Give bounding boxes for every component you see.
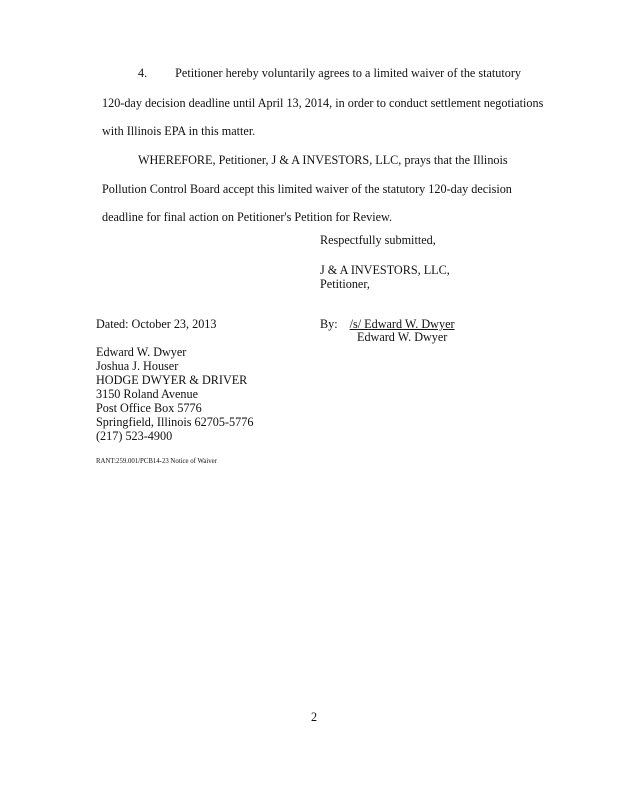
dated-line: Dated: October 23, 2013: [96, 317, 217, 331]
law-firm-name: HODGE DWYER & DRIVER: [96, 373, 248, 387]
signer-name: Edward W. Dwyer: [357, 330, 448, 344]
petitioner-role: Petitioner,: [320, 277, 370, 291]
by-label: By:: [320, 317, 338, 331]
counsel-name-1: Edward W. Dwyer: [96, 345, 187, 359]
company-name: J & A INVESTORS, LLC,: [320, 263, 450, 277]
respectfully-submitted: Respectfully submitted,: [320, 233, 436, 247]
paragraph-4-line-3: with Illinois EPA in this matter.: [102, 124, 256, 138]
counsel-name-2: Joshua J. Houser: [96, 359, 179, 373]
city-state-zip: Springfield, Illinois 62705-5776: [96, 415, 254, 429]
wherefore-line-2: Pollution Control Board accept this limited waiver of the statutory 120-day decision: [102, 182, 512, 196]
file-reference: RANT:259.001/PCB14-23 Notice of Waiver: [96, 458, 217, 465]
page-number: 2: [311, 710, 318, 724]
signature-line: [320, 317, 455, 331]
wherefore-line-3: deadline for final action on Petitioner's Petition for Review.: [102, 210, 393, 224]
wherefore-line-1: WHEREFORE, Petitioner, J & A INVESTORS, LLC, prays that the Illinois: [138, 153, 508, 167]
paragraph-4-line-1: [138, 66, 521, 80]
paragraph-4-text-1: Petitioner hereby voluntarily agrees to a limited waiver of the statutory: [175, 66, 522, 80]
street-address: 3150 Roland Avenue: [96, 387, 198, 401]
paragraph-number: 4.: [138, 66, 148, 80]
phone-number: (217) 523-4900: [96, 429, 173, 443]
po-box: Post Office Box 5776: [96, 401, 202, 415]
electronic-signature: /s/ Edward W. Dwyer: [349, 317, 455, 331]
paragraph-4-line-2: 120-day decision deadline until April 13, 2014, in order to conduct settlement negotiations: [102, 96, 544, 110]
